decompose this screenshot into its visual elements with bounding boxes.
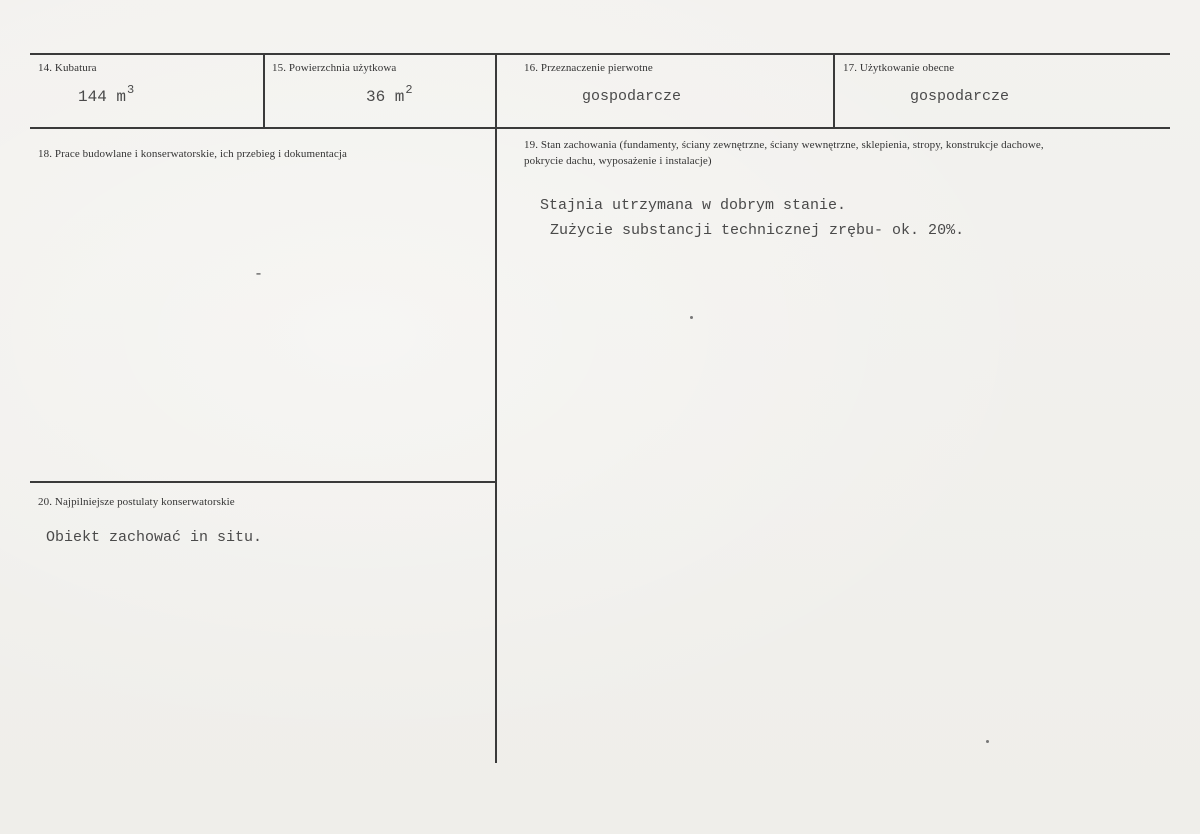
field-14-label: 14. Kubatura [38,62,97,74]
field-14-value [78,83,135,106]
field-18-label: 18. Prace budowlane i konserwatorskie, ich przebieg i dokumentacja [38,148,347,160]
field-17-value: gospodarcze [910,88,1010,105]
paper-speck [986,740,989,743]
row1-bottom-rule [30,127,1170,129]
field-19-line-1: Stajnia utrzymana w dobrym stanie. [540,197,847,214]
field-14-unit-exponent: 3 [127,83,135,97]
field-19-line-2: Zużycie substancji technicznej zrębu- ok. 20%. [550,222,965,239]
field-19-label: 19. Stan zachowania (fundamenty, ściany zewnętrzne, ściany wewnętrzne, sklepienia, stropy, konstrukcje dachowe, pokrycie dachu, wyposażenie i instalacje) [524,139,1044,167]
divider-16-17 [833,53,835,128]
field-15-label: 15. Powierzchnia użytkowa [272,62,397,74]
field-20-value: Obiekt zachować in situ. [46,529,263,546]
field-15-unit-exponent: 2 [405,83,413,97]
field18-bottom-rule [30,481,497,483]
paper-speck [690,316,693,319]
top-rule [30,53,1170,55]
divider-center [495,53,497,763]
field-16-label: 16. Przeznaczenie pierwotne [524,62,653,74]
field-14-value-text: 144 m [78,88,127,106]
field-15-value [366,83,413,106]
field-15-value-text: 36 m [366,88,405,106]
field-20-label: 20. Najpilniejsze postulaty konserwatorskie [38,496,235,508]
divider-14-15 [263,53,265,128]
field-17-label: 17. Użytkowanie obecne [843,62,955,74]
field-18-value: - [254,266,264,283]
field-16-value: gospodarcze [582,88,682,105]
